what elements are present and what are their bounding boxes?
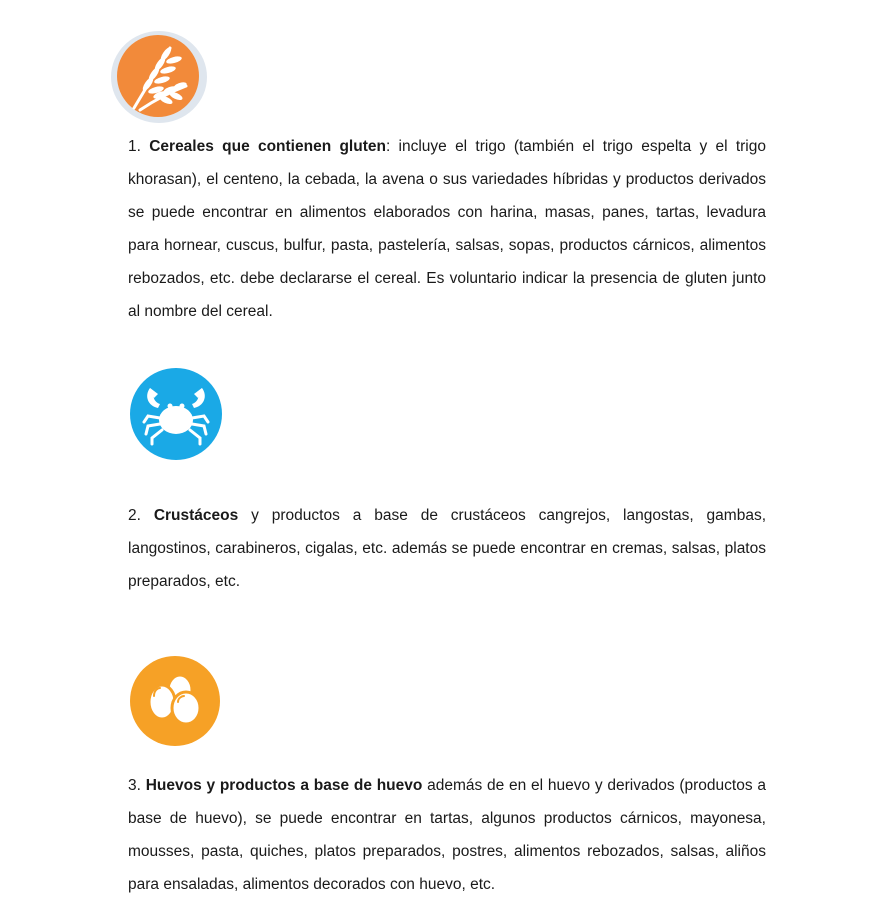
allergen-paragraph-crustaceans <box>128 499 766 598</box>
item-number: 2. <box>128 507 141 524</box>
allergen-description: además de en el huevo y derivados (productos a base de huevo), se puede encontrar en tartas, algunos productos cárnicos, mayonesa, mousses, pasta, quiches, platos preparados, postres, alimentos rebozados, salsas, aliños para ensaladas, alimentos decorados con huevo, etc. <box>128 777 766 893</box>
wheat-icon <box>110 30 208 124</box>
crab-icon <box>130 368 222 460</box>
allergen-title: Crustáceos <box>153 507 239 524</box>
eggs-icon <box>130 656 220 746</box>
allergen-paragraph-gluten <box>128 130 766 328</box>
allergen-title: Huevos y productos a base de huevo <box>145 777 423 794</box>
allergen-description: y productos a base de crustáceos cangrejos, langostas, gambas, langostinos, carabineros, cigalas, etc. además se puede encontrar en cremas, salsas, platos preparados, etc. <box>128 507 767 590</box>
item-number: 1. <box>128 138 141 155</box>
allergen-title: Cereales que contienen gluten <box>149 138 386 155</box>
allergen-paragraph-eggs <box>128 769 766 901</box>
item-number: 3. <box>128 777 141 794</box>
allergen-description: : incluye el trigo (también el trigo espelta y el trigo khorasan), el centeno, la cebada, la avena o sus variedades híbridas y productos derivados se puede encontrar en alimentos elaborados con harina, masas, panes, tartas, levadura para hornear, cuscus, bulfur, pasta, pastelería, salsas, sopas, productos cárnicos, alimentos rebozados, etc. debe declararse el cereal. Es voluntario indicar la presencia de gluten junto al nombre del cereal. <box>128 138 766 320</box>
